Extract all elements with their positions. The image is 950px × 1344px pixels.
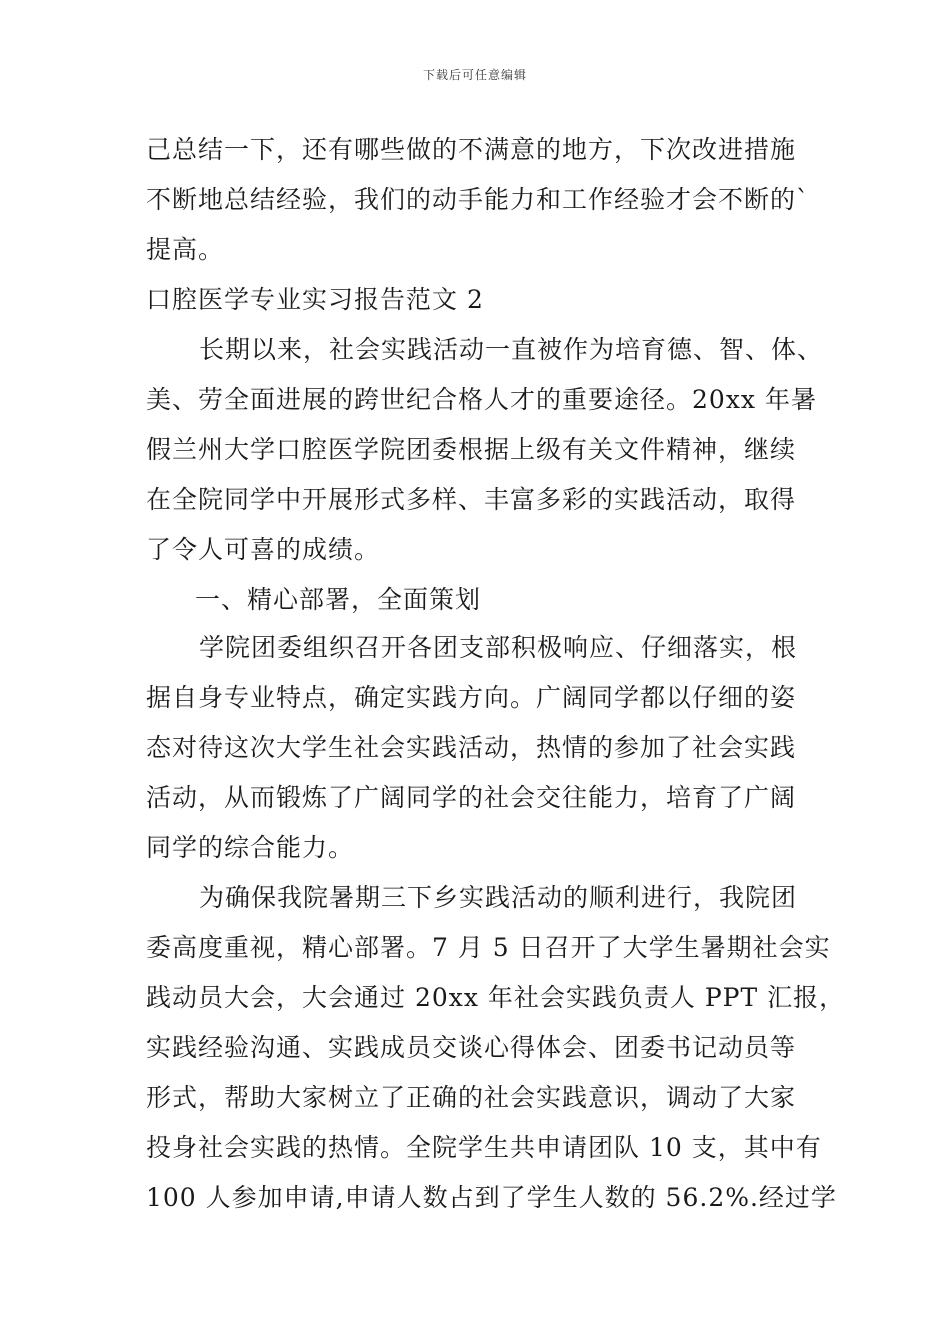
text-line: 据自身专业特点，确定实践方向。广阔同学都以仔细的姿: [146, 683, 797, 712]
text-line: 实践经验沟通、实践成员交谈心得体会、团委书记动员等: [146, 1033, 797, 1062]
text-line: 了令人可喜的成绩。: [146, 535, 381, 564]
text-line: 不断地总结经验，我们的动手能力和工作经验才会不断的`: [146, 185, 810, 214]
text-line: 态对待这次大学生社会实践活动，热情的参加了社会实践: [146, 733, 797, 762]
text-line: 己总结一下，还有哪些做的不满意的地方，下次改进措施: [146, 135, 797, 164]
subsection-heading: 一、精心部署，全面策划: [195, 585, 482, 614]
text-line: 在全院同学中开展形式多样、丰富多彩的实践活动，取得: [146, 485, 797, 514]
text-line: 100 人参加申请,申请人数占到了学生人数的 56.2%.经过学: [146, 1183, 837, 1212]
text-line: 长期以来，社会实践活动一直被作为培育德、智、体、: [199, 335, 824, 364]
text-line: 形式，帮助大家树立了正确的社会实践意识，调动了大家: [146, 1083, 797, 1112]
text-line: 为确保我院暑期三下乡实践活动的顺利进行，我院团: [199, 883, 798, 912]
text-line: 活动，从而锻炼了广阔同学的社会交往能力，培育了广阔: [146, 783, 797, 812]
page-header: 下载后可任意编辑: [422, 68, 527, 82]
text-line: 委高度重视，精心部署。7 月 5 日召开了大学生暑期社会实: [146, 933, 831, 962]
text-line: 美、劳全面进展的跨世纪合格人才的重要途径。20xx 年暑: [146, 385, 817, 414]
text-line: 假兰州大学口腔医学院团委根据上级有关文件精神，继续: [146, 435, 797, 464]
text-line: 同学的综合能力。: [146, 833, 355, 862]
text-line: 践动员大会，大会通过 20xx 年社会实践负责人 PPT 汇报，: [146, 983, 846, 1012]
text-line: 学院团委组织召开各团支部积极响应、仔细落实，根: [199, 633, 798, 662]
text-line: 提高。: [146, 235, 225, 264]
text-line: 投身社会实践的热情。全院学生共申请团队 10 支，其中有: [146, 1133, 822, 1162]
section-title: 口腔医学专业实习报告范文 2: [146, 285, 484, 314]
